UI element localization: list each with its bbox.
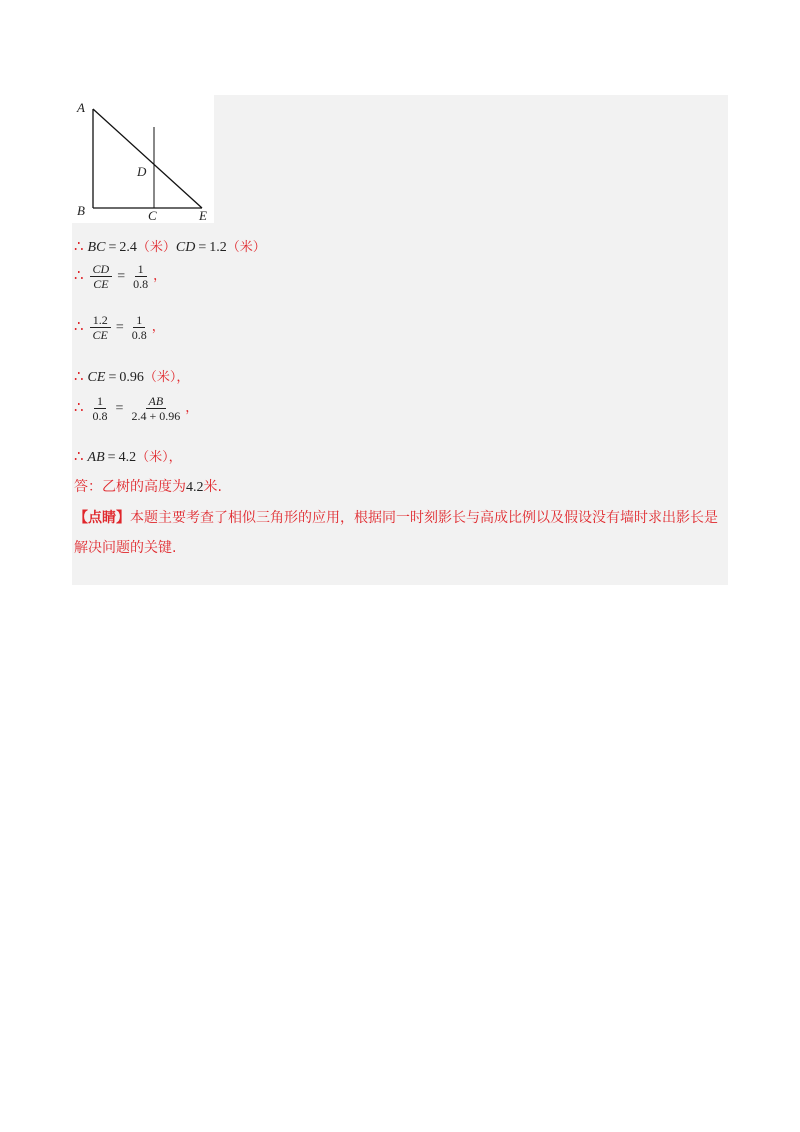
value-bc: 2.4 — [119, 240, 137, 255]
fraction — [90, 313, 111, 342]
equals-sign: = — [117, 268, 126, 284]
therefore-symbol: ∴ — [74, 267, 84, 284]
value-cd: 1.2 — [209, 240, 227, 255]
var-bc: BC — [87, 240, 106, 255]
comma: ， — [151, 319, 165, 335]
answer-line — [74, 472, 724, 503]
triangle-figure — [72, 95, 214, 223]
label-b: B — [77, 203, 85, 218]
numerator: AB — [146, 394, 167, 409]
var-ab: AB — [87, 450, 105, 465]
step-line-4 — [74, 366, 189, 386]
label-e: E — [199, 208, 207, 223]
comma: ， — [153, 268, 167, 284]
comma: ， — [185, 400, 199, 416]
therefore-symbol: ∴ — [74, 239, 84, 255]
fraction — [130, 262, 151, 291]
denominator: CE — [93, 277, 109, 291]
equals-sign: = — [108, 370, 117, 385]
fraction — [128, 394, 183, 423]
equals-sign: = — [115, 319, 124, 335]
value-ce: 0.96 — [119, 370, 144, 385]
denominator: 2.4 + 0.96 — [131, 409, 181, 423]
comment-heading: 【点睛】 — [74, 510, 130, 526]
label-c: C — [148, 208, 157, 223]
step-line-1 — [74, 236, 266, 256]
unit-label: （米） — [226, 240, 266, 255]
therefore-symbol: ∴ — [74, 318, 84, 335]
denominator: 0.8 — [133, 277, 149, 291]
step-line-2 — [74, 262, 166, 291]
denominator: 0.8 — [131, 328, 147, 342]
equals-sign: = — [107, 450, 116, 465]
comment-paragraph — [74, 503, 724, 563]
triangle-diagram — [72, 95, 214, 223]
unit-label: （米）， — [143, 370, 190, 385]
numerator: 1.2 — [90, 313, 111, 328]
step-line-3 — [74, 313, 165, 342]
fraction — [90, 262, 113, 291]
label-d: D — [137, 164, 147, 179]
equals-sign: = — [115, 400, 124, 416]
fraction — [129, 313, 150, 342]
fraction — [90, 394, 111, 423]
unit-label: （米）， — [136, 450, 182, 465]
numerator: 1 — [94, 394, 106, 409]
var-ce: CE — [87, 370, 106, 385]
numerator: CD — [90, 262, 113, 277]
answer-prefix: 答：乙树的高度为 — [74, 479, 186, 495]
unit-label: （米） — [136, 240, 176, 255]
step-line-5 — [74, 394, 198, 423]
therefore-symbol: ∴ — [74, 369, 84, 385]
equals-sign: = — [108, 240, 117, 255]
segment-ae — [93, 109, 202, 208]
therefore-symbol: ∴ — [74, 449, 84, 465]
denominator: 0.8 — [92, 409, 108, 423]
denominator: CE — [92, 328, 108, 342]
equals-sign: = — [198, 240, 207, 255]
answer-value: 4.2 — [186, 480, 204, 495]
value-ab: 4.2 — [118, 450, 137, 465]
numerator: 1 — [135, 262, 147, 277]
comment-text: 本题主要考查了相似三角形的应用，根据同一时刻影长与高成比例以及假设没有墙时求出影长是解决问题的关键. — [74, 510, 718, 556]
answer-suffix: 米. — [203, 479, 222, 495]
numerator: 1 — [133, 313, 145, 328]
step-line-6 — [74, 446, 182, 466]
var-cd: CD — [175, 240, 196, 255]
label-a: A — [77, 100, 85, 115]
therefore-symbol: ∴ — [74, 399, 84, 416]
